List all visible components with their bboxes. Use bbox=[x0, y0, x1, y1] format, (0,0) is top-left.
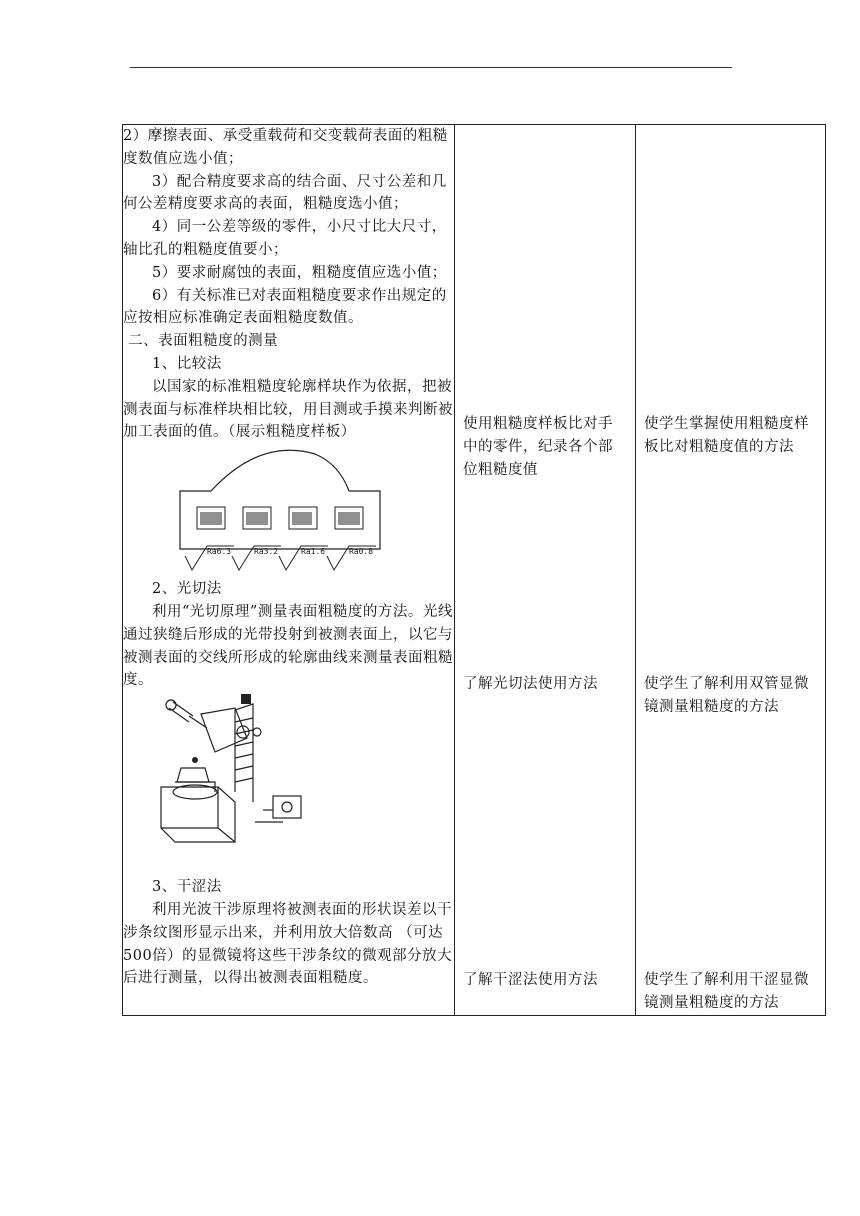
method-2-title: 2、光切法 bbox=[152, 581, 222, 598]
activity-cell bbox=[455, 125, 636, 1016]
method-1-title: 1、比较法 bbox=[152, 355, 222, 372]
para-rule-3: 3）配合精度要求高的结合面、尺寸公差和几何公差精度要求高的表面，粗糙度选小值； bbox=[123, 173, 447, 213]
method-1-body: 以国家的标准粗糙度轮廓样块作为依据，把被测表面与标准样块相比较，用目测或手摸来判断被加工表面的值。（展示粗糙度样板） bbox=[123, 378, 453, 441]
ra-label-1: Ra6.3 bbox=[207, 547, 232, 557]
activity-light-section: 了解光切法使用方法 bbox=[463, 676, 598, 692]
goal-comparison: 使学生掌握使用粗糙度样板比对粗糙度值的方法 bbox=[644, 416, 809, 455]
header-rule bbox=[130, 67, 732, 68]
para-rule-6: 6）有关标准已对表面粗糙度要求作出规定的应按相应标准确定表面粗糙度数值。 bbox=[123, 287, 447, 327]
method-3-title: 3、干涩法 bbox=[152, 879, 222, 896]
para-rule-4: 4）同一公差等级的零件，小尺寸比大尺寸，轴比孔的粗糙度值要小； bbox=[123, 219, 447, 258]
ra-label-2: Ra3.2 bbox=[254, 547, 279, 557]
roughness-sample-plate-figure bbox=[123, 444, 443, 576]
para-rule-2: 2）摩擦表面、承受重载荷和交变载荷表面的粗糙度数值应选小值； bbox=[123, 128, 448, 167]
content-cell bbox=[123, 125, 455, 1016]
goal-light-section: 使学生了解利用双管显微镜测量粗糙度的方法 bbox=[644, 676, 809, 715]
goal-cell bbox=[636, 125, 826, 1016]
para-rule-5: 5）要求耐腐蚀的表面，粗糙度值应选小值； bbox=[152, 264, 447, 281]
activity-comparison: 使用粗糙度样板比对手中的零件，纪录各个部位粗糙度值 bbox=[463, 416, 613, 478]
method-2-body: 利用“光切原理”测量表面粗糙度的方法。光线通过狭缝后形成的光带投射到被测表面上，以它与被测表面的交线所形成的轮廓曲线来测量表面粗糙度。 bbox=[123, 603, 453, 689]
lesson-table bbox=[122, 124, 826, 1016]
method-3-body: 利用光波干涉原理将被测表面的形状误差以干涉条纹图形显示出来，并利用放大倍数高 （可达500倍）的显微镜将这些干涉条纹的微观部分放大后进行测量，以得出被测表面粗糙度。 bbox=[123, 901, 453, 987]
section-heading: 二、表面粗糙度的测量 bbox=[123, 333, 279, 350]
activity-interference: 了解干涩法使用方法 bbox=[463, 972, 598, 988]
optical-microscope-figure bbox=[123, 692, 443, 862]
ra-label-3: Ra1.6 bbox=[301, 547, 326, 557]
ra-label-4: Ra0.8 bbox=[349, 547, 374, 557]
goal-interference: 使学生了解利用干涩显微镜测量粗糙度的方法 bbox=[644, 972, 809, 1011]
